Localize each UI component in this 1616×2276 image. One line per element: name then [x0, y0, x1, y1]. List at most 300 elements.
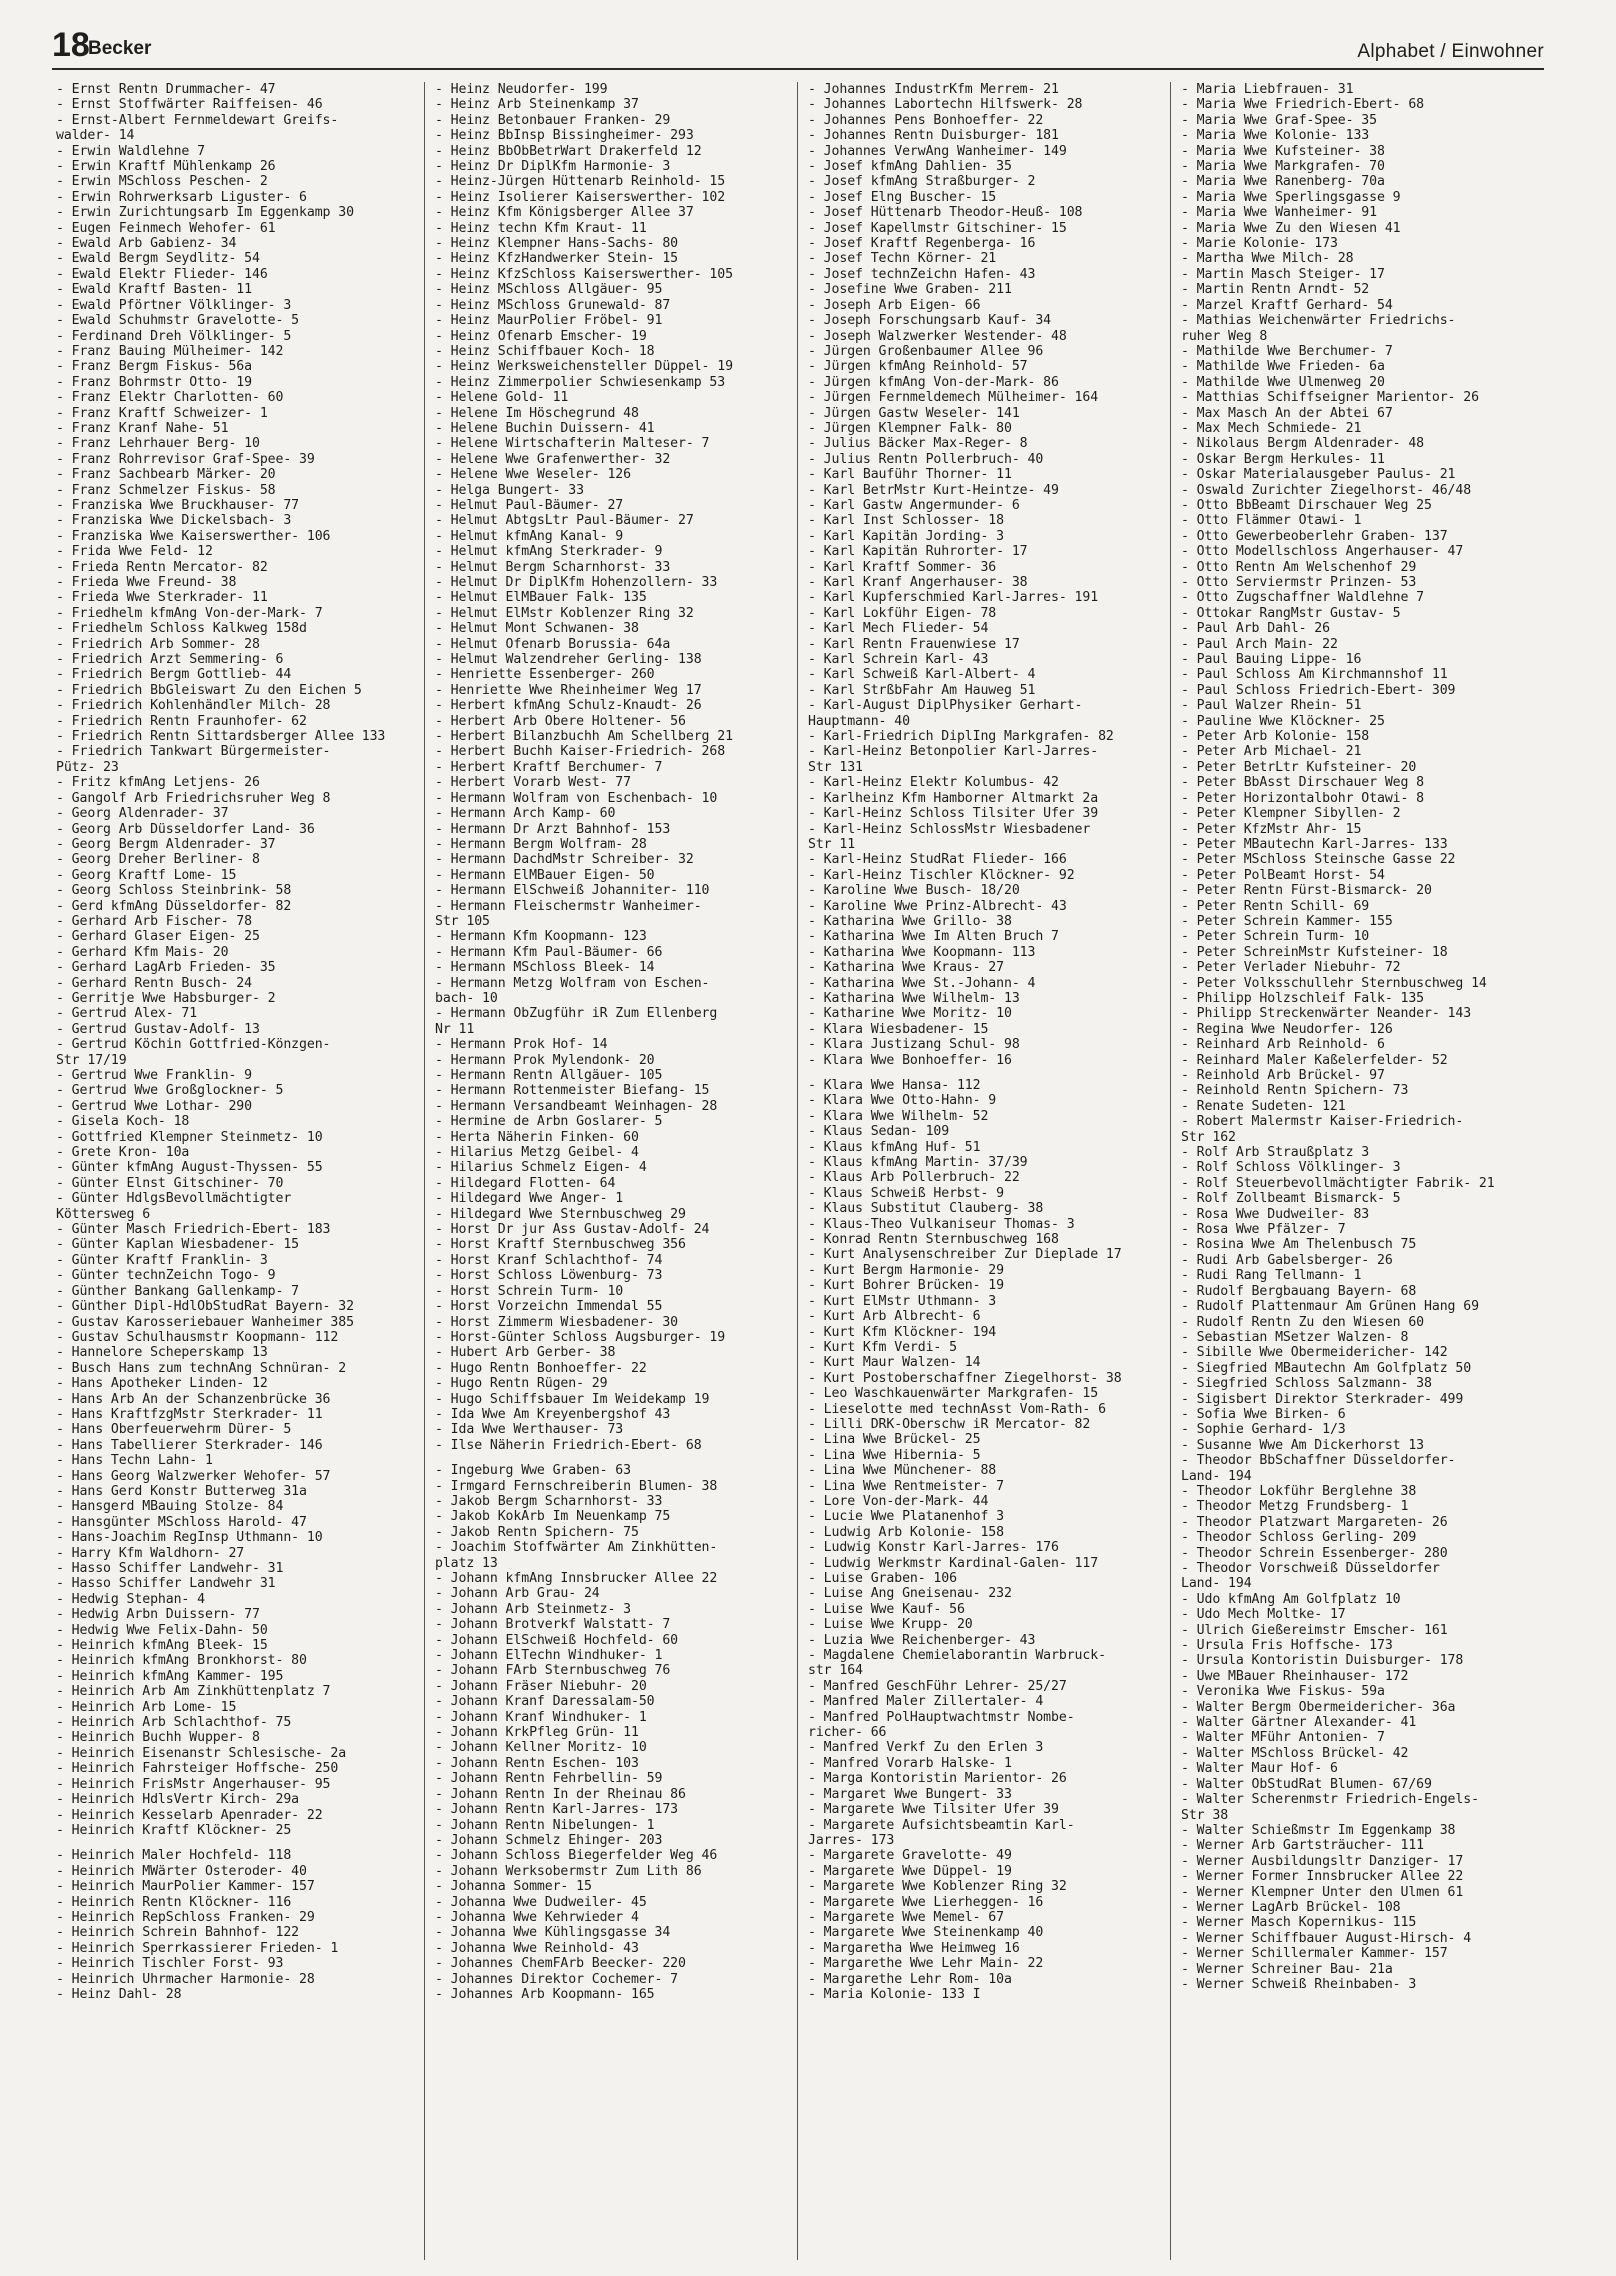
- directory-entry: - Siegfried Schloss Salzmann- 38: [1181, 1376, 1432, 1392]
- directory-entry: - Gisela Koch- 18: [56, 1114, 190, 1130]
- directory-entry: - Martin Rentn Arndt- 52: [1181, 282, 1370, 298]
- directory-entry: - Johanna Sommer- 15: [435, 1879, 592, 1895]
- directory-entry: - Friedrich Tankwart Bürgermeister-: [56, 744, 331, 760]
- directory-entry: - Heinz Ofenarb Emscher- 19: [435, 328, 647, 344]
- directory-entry: - Karl Kapitän Ruhrorter- 17: [808, 544, 1028, 560]
- directory-entry: - Henriette Essenberger- 260: [435, 667, 655, 683]
- directory-column-4: [1171, 82, 1544, 2260]
- directory-entry: - Herbert Kraftf Berchumer- 7: [435, 759, 663, 775]
- directory-entry: - Klara Wiesbadener- 15: [808, 1021, 989, 1037]
- directory-entry: - Heinz Neudorfer- 199: [435, 82, 608, 97]
- directory-entry: - Joseph Walzwerker Westender- 48: [808, 328, 1067, 344]
- directory-entry: - Gustav Karosseriebauer Wanheimer 385: [56, 1314, 354, 1330]
- directory-entry: - Heinz Werksweichensteller Düppel- 19: [435, 359, 733, 375]
- directory-entry: - Johannes ChemFArb Beecker- 220: [435, 1956, 686, 1972]
- directory-entry: - Hermann ElMBauer Eigen- 50: [435, 867, 655, 883]
- directory-entry: - Franziska Wwe Kaiserswerther- 106: [56, 528, 331, 544]
- directory-entry: - Hans KraftfzgMstr Sterkrader- 11: [56, 1406, 323, 1422]
- directory-entry: - Johann Rentn Eschen- 103: [435, 1755, 639, 1771]
- directory-entry: - Helene Gold- 11: [435, 390, 569, 406]
- directory-entry: - Rolf Schloss Völklinger- 3: [1181, 1160, 1401, 1176]
- directory-entry: - Heinz Betonbauer Franken- 29: [435, 112, 671, 128]
- directory-entry: - Günther Bankang Gallenkamp- 7: [56, 1283, 300, 1299]
- directory-entry: - Horst Vorzeichn Immendal 55: [435, 1299, 663, 1315]
- directory-entry: - Paul Arch Main- 22: [1181, 636, 1338, 652]
- directory-entry: - Klaus kfmAng Martin- 37/39: [808, 1155, 1028, 1171]
- directory-entry: - Werner Former Innsbrucker Allee 22: [1181, 1869, 1464, 1885]
- directory-entry: - Gangolf Arb Friedrichsruher Weg 8: [56, 790, 331, 806]
- directory-entry: Land- 194: [1181, 1468, 1252, 1484]
- directory-entry: - Ewald Elektr Flieder- 146: [56, 266, 268, 282]
- directory-entry: - Joachim Stoffwärter Am Zinkhütten-: [435, 1540, 718, 1556]
- directory-entry: - Werner Ausbildungsltr Danziger- 17: [1181, 1853, 1464, 1869]
- directory-entry: - Maria Wwe Ranenberg- 70a: [1181, 174, 1385, 190]
- directory-entry: - Maria Kolonie- 133 I: [808, 1986, 981, 2002]
- directory-entry: - Reinhard Arb Reinhold- 6: [1181, 1037, 1385, 1053]
- directory-entry: - Josef kfmAng Straßburger- 2: [808, 174, 1036, 190]
- directory-entry: - Joseph Arb Eigen- 66: [808, 297, 981, 313]
- directory-entry: - Margarete Gravelotte- 49: [808, 1848, 1012, 1864]
- directory-entry: - Helene Wwe Grafenwerther- 32: [435, 451, 671, 467]
- directory-entry: - Horst Zimmerm Wiesbadener- 30: [435, 1314, 679, 1330]
- directory-entry: - Karl Schrein Karl- 43: [808, 652, 989, 668]
- directory-entry: - Hasso Schiffer Landwehr 31: [56, 1576, 276, 1592]
- directory-entry: - Klaus Substitut Clauberg- 38: [808, 1201, 1044, 1217]
- directory-entry: - Heinrich Buchh Wupper- 8: [56, 1730, 260, 1746]
- directory-entry: - Klaus kfmAng Huf- 51: [808, 1139, 981, 1155]
- directory-entry: - Horst Kraftf Sternbuschweg 356: [435, 1237, 686, 1253]
- directory-entry: - Rudi Arb Gabelsberger- 26: [1181, 1252, 1393, 1268]
- directory-entry: - Johanna Wwe Kühlingsgasse 34: [435, 1925, 671, 1941]
- directory-entry: - Marzel Kraftf Gerhard- 54: [1181, 297, 1393, 313]
- directory-entry: - Kurt Bohrer Brücken- 19: [808, 1278, 1004, 1294]
- directory-entry: - Margaretha Wwe Heimweg 16: [808, 1940, 1020, 1956]
- directory-entry: - Marie Kolonie- 173: [1181, 236, 1338, 252]
- directory-entry: - Maria Wwe Kolonie- 133: [1181, 128, 1370, 144]
- directory-entry: - Margarete Wwe Lierheggen- 16: [808, 1894, 1044, 1910]
- directory-entry: - Luise Ang Gneisenau- 232: [808, 1586, 1012, 1602]
- directory-entry: - Klara Wwe Bonhoeffer- 16: [808, 1052, 1012, 1068]
- directory-entry: - Siegfried MBautechn Am Golfplatz 50: [1181, 1360, 1472, 1376]
- directory-entry: - Frieda Rentn Mercator- 82: [56, 559, 268, 575]
- directory-entry: - Hans Apotheker Linden- 12: [56, 1376, 268, 1392]
- directory-entry: - Fritz kfmAng Letjens- 26: [56, 775, 260, 791]
- directory-entry: - Walter Gärtner Alexander- 41: [1181, 1715, 1417, 1731]
- directory-entry: - Luise Wwe Kauf- 56: [808, 1601, 965, 1617]
- directory-entry: - Katharina Wwe Wilhelm- 13: [808, 990, 1020, 1006]
- directory-entry: - Hermann Rentn Allgäuer- 105: [435, 1068, 663, 1083]
- directory-entry: - Sibille Wwe Obermeidericher- 142: [1181, 1345, 1448, 1361]
- directory-entry: - Johannes Arb Koopmann- 165: [435, 1986, 655, 2002]
- directory-entry: - Philipp Streckenwärter Neander- 143: [1181, 1006, 1472, 1022]
- directory-entry: - Franz Rohrrevisor Graf-Spee- 39: [56, 451, 315, 467]
- directory-entry: - Theodor Metzg Frundsberg- 1: [1181, 1499, 1409, 1515]
- directory-entry: - Ernst Stoffwärter Raiffeisen- 46: [56, 97, 323, 113]
- directory-entry: - Ewald Pförtner Völklinger- 3: [56, 297, 292, 313]
- directory-entry: - Otto Serviermstr Prinzen- 53: [1181, 575, 1417, 590]
- directory-entry: - Horst Schloss Löwenburg- 73: [435, 1268, 663, 1284]
- directory-entry: - Hermann Fleischermstr Wanheimer-: [435, 898, 702, 914]
- directory-entry: - Margarethe Lehr Rom- 10a: [808, 1971, 1012, 1987]
- directory-entry: - Marga Kontoristin Marientor- 26: [808, 1771, 1067, 1787]
- directory-entry: - Hermann ObZugführ iR Zum Ellenberg: [435, 1006, 718, 1022]
- directory-entry: - Jakob Rentn Spichern- 75: [435, 1524, 639, 1540]
- directory-entry: Str 17/19: [56, 1052, 127, 1068]
- directory-entry: - Heinrich Arb Am Zinkhüttenplatz 7: [56, 1684, 331, 1700]
- directory-entry: - Friedrich BbGleiswart Zu den Eichen 5: [56, 682, 362, 698]
- directory-entry: - Heinz techn Kfm Kraut- 11: [435, 220, 647, 236]
- directory-entry: - Walter Scherenmstr Friedrich-Engels-: [1181, 1792, 1479, 1808]
- directory-entry: - Theodor Schrein Essenberger- 280: [1181, 1545, 1448, 1561]
- directory-entry: - Johann Kellner Moritz- 10: [435, 1740, 647, 1756]
- directory-entry: - Rosa Wwe Dudweiler- 83: [1181, 1206, 1370, 1222]
- directory-entry: - Martha Wwe Milch- 28: [1181, 251, 1354, 267]
- directory-entry: - Johann Rentn Nibelungen- 1: [435, 1817, 655, 1833]
- directory-entry: - Reinhard Maler Kaßelerfelder- 52: [1181, 1052, 1448, 1068]
- directory-entry: - Erwin Kraftf Mühlenkamp 26: [56, 159, 276, 175]
- directory-entry: - Gertrud Wwe Großglockner- 5: [56, 1083, 284, 1099]
- directory-entry: - Ida Wwe Am Kreyenbergshof 43: [435, 1406, 671, 1422]
- directory-entry: - Karl-Heinz Betonpolier Karl-Jarres-: [808, 744, 1099, 760]
- directory-entry: - Gertrud Wwe Lothar- 290: [56, 1098, 252, 1114]
- directory-entry: - Peter BetrLtr Kufsteiner- 20: [1181, 759, 1417, 775]
- directory-entry: - Heinz MSchloss Allgäuer- 95: [435, 282, 663, 298]
- directory-entry: - Heinz BbObBetrWart Drakerfeld 12: [435, 143, 702, 159]
- directory-entry: - Karlheinz Kfm Hamborner Altmarkt 2a: [808, 790, 1099, 806]
- directory-entry: - Hans Tabellierer Sterkrader- 146: [56, 1437, 323, 1453]
- directory-entry: - Friedrich Bergm Gottlieb- 44: [56, 667, 292, 683]
- directory-entry: - Heinrich kfmAng Kammer- 195: [56, 1668, 284, 1684]
- directory-entry: - Helmut kfmAng Kanal- 9: [435, 528, 624, 544]
- directory-entry: - Hermann Arch Kamp- 60: [435, 806, 616, 822]
- directory-entry: - Harry Kfm Waldhorn- 27: [56, 1545, 245, 1561]
- directory-entry: - Paul Schloss Am Kirchmannshof 11: [1181, 667, 1448, 683]
- directory-entry: Str 38: [1181, 1807, 1229, 1823]
- directory-entry: - Manfred Vorarb Halske- 1: [808, 1755, 1012, 1771]
- directory-entry: - Johann Rentn Fehrbellin- 59: [435, 1771, 663, 1787]
- directory-entry: - Margarete Wwe Koblenzer Ring 32: [808, 1879, 1067, 1895]
- directory-entry: - Jürgen Großenbaumer Allee 96: [808, 343, 1044, 359]
- directory-entry: - Franz Lehrhauer Berg- 10: [56, 436, 260, 452]
- directory-entry: - Manfred PolHauptwachtmstr Nombe-: [808, 1709, 1075, 1725]
- directory-entry: - Hansgünter MSchloss Harold- 47: [56, 1514, 307, 1530]
- directory-entry: - Hans Georg Walzwerker Wehofer- 57: [56, 1468, 331, 1484]
- directory-entry: - Gerritje Wwe Habsburger- 2: [56, 990, 276, 1006]
- directory-entry: - Josef Hüttenarb Theodor-Heuß- 108: [808, 205, 1083, 221]
- directory-entry: - Theodor Platzwart Margareten- 26: [1181, 1514, 1448, 1530]
- directory-entry: - Karl-Friedrich DiplIng Markgrafen- 82: [808, 729, 1114, 745]
- directory-entry: - Hedwig Stephan- 4: [56, 1591, 205, 1607]
- directory-entry: - Joseph Forschungsarb Kauf- 34: [808, 313, 1052, 329]
- directory-entry: - Peter KfzMstr Ahr- 15: [1181, 821, 1362, 837]
- directory-entry: - Leo Waschkauenwärter Markgrafen- 15: [808, 1386, 1099, 1402]
- directory-entry: - Heinz Dr DiplKfm Harmonie- 3: [435, 159, 671, 175]
- directory-entry: - Oswald Zurichter Ziegelhorst- 46/48: [1181, 482, 1472, 498]
- directory-entry: - Franz Kraftf Schweizer- 1: [56, 405, 268, 421]
- directory-entry: - Max Mech Schmiede- 21: [1181, 420, 1362, 436]
- directory-entry: - Herbert Vorarb West- 77: [435, 775, 631, 791]
- directory-entry: - Franz Kranf Nahe- 51: [56, 420, 229, 436]
- directory-entry: Str 162: [1181, 1129, 1236, 1145]
- directory-entry: - Gerhard Arb Fischer- 78: [56, 913, 252, 929]
- directory-entry: - Kurt Kfm Klöckner- 194: [808, 1324, 997, 1340]
- directory-entry: - Heinrich Fahrsteiger Hoffsche- 250: [56, 1761, 339, 1777]
- directory-entry: - Gertrud Wwe Franklin- 9: [56, 1068, 252, 1083]
- directory-entry: - Hugo Rentn Rügen- 29: [435, 1376, 608, 1392]
- directory-entry: - Horst Schrein Turm- 10: [435, 1283, 624, 1299]
- directory-entry: - Franz Bauing Mülheimer- 142: [56, 343, 284, 359]
- directory-entry: - Frieda Wwe Freund- 38: [56, 575, 237, 590]
- directory-entry: - Walter MSchloss Brückel- 42: [1181, 1745, 1409, 1761]
- directory-entry: - Rudi Rang Tellmann- 1: [1181, 1268, 1362, 1284]
- directory-entry: - Peter Klempner Sibyllen- 2: [1181, 806, 1401, 822]
- directory-entry: - Friedrich Rentn Fraunhofer- 62: [56, 713, 307, 729]
- directory-entry: - Herbert Buchh Kaiser-Friedrich- 268: [435, 744, 726, 760]
- directory-entry: - Ulrich Gießereimstr Emscher- 161: [1181, 1622, 1448, 1638]
- directory-entry: - Kurt Postoberschaffner Ziegelhorst- 38: [808, 1370, 1122, 1386]
- directory-entry: - Rolf Arb Straußplatz 3: [1181, 1145, 1370, 1161]
- directory-entry: - Heinrich Arb Schlachthof- 75: [56, 1715, 292, 1731]
- directory-entry: - Maria Liebfrauen- 31: [1181, 82, 1354, 97]
- directory-entry: - Heinz Dahl- 28: [56, 1986, 182, 2002]
- directory-entry: - Hubert Arb Gerber- 38: [435, 1345, 616, 1361]
- directory-entry: - Werner Schiffbauer August-Hirsch- 4: [1181, 1930, 1472, 1946]
- directory-entry: - Josef Kapellmstr Gitschiner- 15: [808, 220, 1067, 236]
- directory-entry: - Hansgerd MBauing Stolze- 84: [56, 1499, 284, 1515]
- directory-entry: - Hermann Kfm Koopmann- 123: [435, 929, 647, 945]
- directory-entry: - Karl Kraftf Sommer- 36: [808, 559, 997, 575]
- directory-entry: - Werner Schweiß Rheinbaben- 3: [1181, 1976, 1417, 1992]
- directory-entry: walder- 14: [56, 128, 135, 144]
- directory-entry: - Hermine de Arbn Goslarer- 5: [435, 1114, 663, 1130]
- directory-entry: - Georg Bergm Aldenrader- 37: [56, 836, 276, 852]
- directory-entry: - Margarete Aufsichtsbeamtin Karl-: [808, 1817, 1075, 1833]
- directory-entry: - Günter technZeichn Togo- 9: [56, 1268, 276, 1284]
- directory-entry: - Sophie Gerhard- 1/3: [1181, 1422, 1346, 1438]
- directory-entry: - Mathias Weichenwärter Friedrichs-: [1181, 313, 1456, 329]
- directory-entry: - Helga Bungert- 33: [435, 482, 584, 498]
- directory-entry: - Kurt Arb Albrecht- 6: [808, 1309, 981, 1325]
- directory-entry: - Peter Volksschullehr Sternbuschweg 14: [1181, 975, 1487, 991]
- directory-entry: - Katharina Wwe Grillo- 38: [808, 913, 1012, 929]
- directory-entry: - Werner Masch Kopernikus- 115: [1181, 1915, 1417, 1931]
- directory-entry: - Karl Rentn Frauenwiese 17: [808, 636, 1020, 652]
- directory-entry: - Herta Näherin Finken- 60: [435, 1129, 639, 1145]
- directory-entry: - Jürgen kfmAng Von-der-Mark- 86: [808, 374, 1059, 390]
- directory-entry: - Josef kfmAng Dahlien- 35: [808, 159, 1012, 175]
- directory-entry: - Franziska Wwe Bruckhauser- 77: [56, 497, 300, 513]
- directory-entry: - Klaus-Theo Vulkaniseur Thomas- 3: [808, 1216, 1075, 1232]
- directory-entry: - Ernst Rentn Drummacher- 47: [56, 82, 276, 97]
- directory-entry: - Kurt ElMstr Uthmann- 3: [808, 1293, 997, 1309]
- directory-entry: - Heinrich kfmAng Bleek- 15: [56, 1638, 268, 1654]
- directory-entry: - Klaus Sedan- 109: [808, 1124, 950, 1140]
- directory-entry: - Rudolf Rentn Zu den Wiesen 60: [1181, 1314, 1425, 1330]
- directory-entry: - Nikolaus Bergm Aldenrader- 48: [1181, 436, 1425, 452]
- directory-entry: - Klara Wwe Wilhelm- 52: [808, 1108, 989, 1124]
- directory-entry: - Rudolf Plattenmaur Am Grünen Hang 69: [1181, 1299, 1479, 1315]
- entry-gap: [808, 1068, 1164, 1078]
- directory-entry: - Ida Wwe Werthauser- 73: [435, 1422, 624, 1438]
- directory-entry: - Matthias Schiffseigner Marientor- 26: [1181, 390, 1479, 406]
- directory-entry: - Theodor BbSchaffner Düsseldorfer-: [1181, 1453, 1456, 1469]
- directory-entry: - Lina Wwe Rentmeister- 7: [808, 1478, 1004, 1494]
- directory-entry: - Johanna Wwe Kehrwieder 4: [435, 1909, 639, 1925]
- directory-entry: - Maria Wwe Wanheimer- 91: [1181, 205, 1377, 221]
- directory-entry: - Josefine Wwe Graben- 211: [808, 282, 1012, 298]
- directory-entry: - Walter Schießmstr Im Eggenkamp 38: [1181, 1822, 1456, 1838]
- directory-columns: [52, 82, 1544, 2260]
- directory-entry: - Maria Wwe Kufsteiner- 38: [1181, 143, 1385, 159]
- directory-entry: - Max Masch An der Abtei 67: [1181, 405, 1393, 421]
- directory-entry: - Günter Masch Friedrich-Ebert- 183: [56, 1222, 331, 1238]
- directory-entry: - Karl Kupferschmied Karl-Jarres- 191: [808, 590, 1099, 606]
- directory-entry: - Helmut Walzendreher Gerling- 138: [435, 652, 702, 668]
- directory-entry: - Johann Schloss Biegerfelder Weg 46: [435, 1848, 718, 1864]
- directory-entry: - Gerhard Glaser Eigen- 25: [56, 929, 260, 945]
- directory-entry: - Heinz MaurPolier Fröbel- 91: [435, 313, 663, 329]
- directory-column-2: [425, 82, 798, 2260]
- directory-entry: - Otto BbBeamt Dirschauer Weg 25: [1181, 497, 1432, 513]
- directory-entry: - Otto Rentn Am Welschenhof 29: [1181, 559, 1417, 575]
- directory-entry: - Otto Modellschloss Angerhauser- 47: [1181, 544, 1464, 560]
- directory-entry: - Jakob KokArb Im Neuenkamp 75: [435, 1509, 671, 1525]
- directory-entry: - Kurt Analysenschreiber Zur Dieplade 17: [808, 1247, 1122, 1263]
- directory-entry: - Friedrich Arzt Semmering- 6: [56, 652, 284, 668]
- directory-entry: - Gustav Schulhausmstr Koopmann- 112: [56, 1329, 339, 1345]
- directory-entry: - Heinrich kfmAng Bronkhorst- 80: [56, 1653, 307, 1669]
- directory-entry: str 164: [808, 1663, 863, 1679]
- directory-entry: - Theodor Lokführ Berglehne 38: [1181, 1483, 1417, 1499]
- directory-entry: - Heinrich MaurPolier Kammer- 157: [56, 1879, 315, 1895]
- directory-entry: - Johanna Wwe Dudweiler- 45: [435, 1894, 647, 1910]
- directory-entry: - Hermann Metzg Wolfram von Eschen-: [435, 975, 710, 991]
- directory-entry: - Johannes IndustrKfm Merrem- 21: [808, 82, 1059, 97]
- directory-entry: - Hermann DachdMstr Schreiber- 32: [435, 852, 694, 868]
- directory-entry: - Klara Wwe Hansa- 112: [808, 1078, 981, 1093]
- directory-entry: - Horst-Günter Schloss Augsburger- 19: [435, 1329, 726, 1345]
- directory-entry: - Udo kfmAng Am Golfplatz 10: [1181, 1591, 1401, 1607]
- directory-entry: - Karl Lokführ Eigen- 78: [808, 605, 997, 621]
- directory-entry: - Helmut Dr DiplKfm Hohenzollern- 33: [435, 575, 718, 590]
- directory-entry: - Johann FArb Sternbuschweg 76: [435, 1663, 671, 1679]
- directory-entry: - Otto Flämmer Otawi- 1: [1181, 513, 1362, 529]
- directory-entry: - Margaret Wwe Bungert- 33: [808, 1786, 1012, 1802]
- directory-entry: - Gottfried Klempner Steinmetz- 10: [56, 1129, 323, 1145]
- directory-entry: - Hermann Versandbeamt Weinhagen- 28: [435, 1098, 718, 1114]
- directory-entry: - Heinz KfzHandwerker Stein- 15: [435, 251, 679, 267]
- directory-entry: - Mathilde Wwe Frieden- 6a: [1181, 359, 1385, 375]
- directory-entry: - Maria Wwe Friedrich-Ebert- 68: [1181, 97, 1425, 113]
- directory-entry: - Heinrich Kesselarb Apenrader- 22: [56, 1807, 323, 1823]
- directory-entry: - Gertrud Köchin Gottfried-Könzgen-: [56, 1037, 331, 1053]
- directory-entry: - Manfred Maler Zillertaler- 4: [808, 1694, 1044, 1710]
- directory-entry: bach- 10: [435, 990, 498, 1006]
- directory-entry: - Theodor Vorschweiß Düsseldorfer: [1181, 1561, 1440, 1576]
- directory-entry: - Peter PolBeamt Horst- 54: [1181, 867, 1385, 883]
- directory-entry: - Erwin Rohrwerksarb Liguster- 6: [56, 189, 307, 205]
- directory-entry: - Ludwig Konstr Karl-Jarres- 176: [808, 1540, 1059, 1556]
- directory-entry: - Günter HdlgsBevollmächtigter: [56, 1191, 292, 1207]
- directory-entry: - Lucie Wwe Platanenhof 3: [808, 1509, 1004, 1525]
- directory-entry: - Karl Schweiß Karl-Albert- 4: [808, 667, 1036, 683]
- directory-column-1: [52, 82, 425, 2260]
- section-title: Alphabet / Einwohner: [1357, 41, 1544, 62]
- directory-entry: Str 105: [435, 913, 490, 929]
- directory-entry: - Franz Bohrmstr Otto- 19: [56, 374, 252, 390]
- directory-entry: - Helmut Paul-Bäumer- 27: [435, 497, 624, 513]
- directory-entry: - Friedrich Arb Sommer- 28: [56, 636, 260, 652]
- directory-entry: - Franz Elektr Charlotten- 60: [56, 390, 284, 406]
- directory-entry: - Peter MBautechn Karl-Jarres- 133: [1181, 836, 1448, 852]
- directory-entry: - Heinrich Maler Hochfeld- 118: [56, 1848, 292, 1864]
- directory-entry: - Ursula Fris Hoffsche- 173: [1181, 1638, 1393, 1654]
- directory-entry: - Hugo Schiffsbauer Im Weidekamp 19: [435, 1391, 710, 1407]
- directory-entry: - Hermann Prok Hof- 14: [435, 1037, 608, 1053]
- directory-entry: - Luzia Wwe Reichenberger- 43: [808, 1632, 1036, 1648]
- directory-entry: - Karl StrßbFahr Am Hauweg 51: [808, 682, 1036, 698]
- directory-entry: - Josef Techn Körner- 21: [808, 251, 997, 267]
- directory-entry: - Renate Sudeten- 121: [1181, 1098, 1346, 1114]
- directory-entry: - Helmut ElMstr Koblenzer Ring 32: [435, 605, 694, 621]
- directory-entry: - Hasso Schiffer Landwehr- 31: [56, 1561, 284, 1576]
- directory-entry: - Hannelore Scheperskamp 13: [56, 1345, 268, 1361]
- directory-entry: - Karl Mech Flieder- 54: [808, 621, 989, 637]
- directory-entry: - Sebastian MSetzer Walzen- 8: [1181, 1329, 1409, 1345]
- directory-entry: - Hildegard Wwe Sternbuschweg 29: [435, 1206, 686, 1222]
- directory-entry: - Karl-Heinz SchlossMstr Wiesbadener: [808, 821, 1091, 837]
- directory-entry: - Julius Bäcker Max-Reger- 8: [808, 436, 1028, 452]
- directory-entry: - Sigisbert Direktor Sterkrader- 499: [1181, 1391, 1464, 1407]
- directory-entry: - Helmut ElMBauer Falk- 135: [435, 590, 647, 606]
- directory-entry: - Ewald Schuhmstr Gravelotte- 5: [56, 313, 300, 329]
- directory-entry: - Johann Werksobermstr Zum Lith 86: [435, 1863, 702, 1879]
- directory-entry: - Walter ObStudRat Blumen- 67/69: [1181, 1776, 1432, 1792]
- directory-entry: - Johann Fräser Niebuhr- 20: [435, 1678, 647, 1694]
- directory-entry: - Johann ElSchweiß Hochfeld- 60: [435, 1632, 679, 1648]
- directory-entry: - Johannes Rentn Duisburger- 181: [808, 128, 1059, 144]
- directory-entry: - Werner Schreiner Bau- 21a: [1181, 1961, 1393, 1977]
- directory-entry: - Friedhelm kfmAng Von-der-Mark- 7: [56, 605, 323, 621]
- directory-entry: - Veronika Wwe Fiskus- 59a: [1181, 1684, 1385, 1700]
- directory-entry: - Walter MFühr Antonien- 7: [1181, 1730, 1385, 1746]
- directory-entry: - Helene Im Höschegrund 48: [435, 405, 639, 421]
- directory-entry: - Gertrud Gustav-Adolf- 13: [56, 1021, 260, 1037]
- directory-entry: - Peter Verlader Niebuhr- 72: [1181, 960, 1401, 976]
- directory-entry: - Gerhard LagArb Frieden- 35: [56, 960, 276, 976]
- directory-entry: - Georg Kraftf Lome- 15: [56, 867, 237, 883]
- directory-entry: - Peter SchreinMstr Kufsteiner- 18: [1181, 944, 1448, 960]
- directory-entry: - Karl-Heinz Schloss Tilsiter Ufer 39: [808, 806, 1099, 822]
- directory-entry: - Hildegard Flotten- 64: [435, 1175, 616, 1191]
- directory-entry: - Johann Kranf Daressalam-50: [435, 1694, 655, 1710]
- directory-entry: - Rosina Wwe Am Thelenbusch 75: [1181, 1237, 1417, 1253]
- directory-entry: - Frida Wwe Feld- 12: [56, 544, 213, 560]
- directory-entry: - Theodor Schloss Gerling- 209: [1181, 1530, 1417, 1546]
- directory-entry: - Rosa Wwe Pfälzer- 7: [1181, 1222, 1346, 1238]
- directory-entry: - Karl-Heinz Elektr Kolumbus- 42: [808, 775, 1059, 791]
- directory-entry: - Helmut Ofenarb Borussia- 64a: [435, 636, 671, 652]
- directory-entry: - Friedrich Kohlenhändler Milch- 28: [56, 698, 331, 714]
- directory-entry: - Katharina Wwe Im Alten Bruch 7: [808, 929, 1059, 945]
- directory-entry: - Franz Sachbearb Märker- 20: [56, 467, 276, 483]
- directory-entry: Str 131: [808, 759, 863, 775]
- page-header: [52, 22, 1544, 70]
- directory-entry: - Maria Wwe Graf-Spee- 35: [1181, 112, 1377, 128]
- directory-entry: - Helmut AbtgsLtr Paul-Bäumer- 27: [435, 513, 694, 529]
- directory-entry: - Peter Rentn Schill- 69: [1181, 898, 1370, 914]
- directory-entry: - Jürgen Fernmeldemech Mülheimer- 164: [808, 390, 1099, 406]
